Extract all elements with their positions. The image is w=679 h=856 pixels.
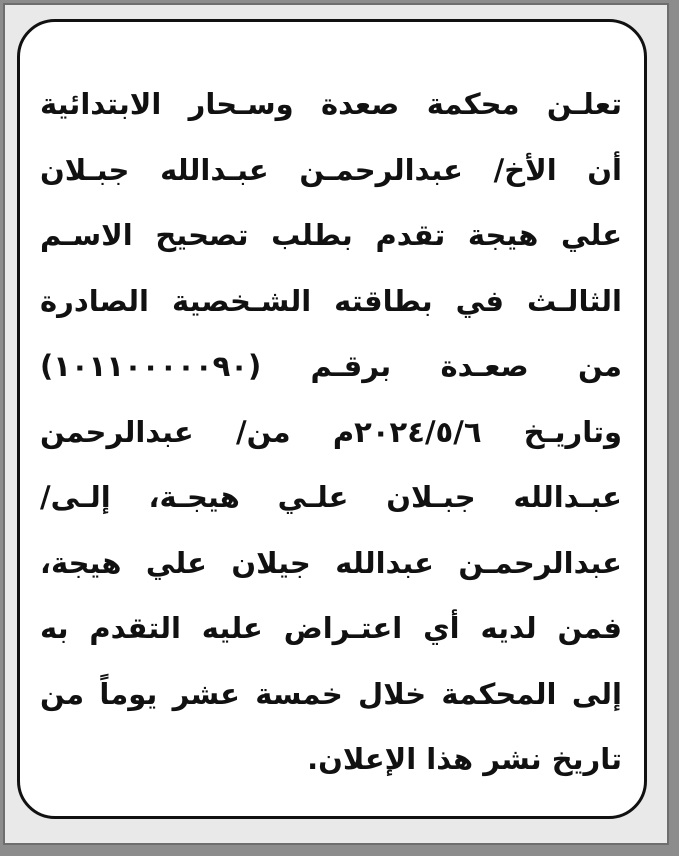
page-frame	[3, 3, 669, 845]
notice-line: عبـدالله جبـلان علـي هيجـة، إلـى/	[40, 480, 622, 514]
notice-line: فمن لديه أي اعتـراض عليه التقدم به	[40, 611, 622, 645]
notice-line: من صعـدة برقـم (١٠١١٠٠٠٠٠٩٠)	[40, 349, 622, 383]
notice-line: تعلـن محكمة صعدة وسـحار الابتدائية	[40, 87, 622, 121]
notice-line: الثالـث في بطاقته الشـخصية الصادرة	[40, 283, 622, 318]
notice-line: إلى المحكمة خلال خمسة عشر يوماً من	[40, 676, 622, 711]
notice-line: تاريخ نشر هذا الإعلان.	[307, 742, 622, 776]
notice-line: أن الأخ/ عبدالرحمـن عبـدالله جبـلان	[40, 152, 622, 187]
notice-box	[17, 19, 647, 819]
notice-line: وتاريـخ ٢٠٢٤/٥/٦م من/ عبدالرحمن	[40, 414, 622, 449]
notice-line: عبدالرحمـن عبدالله جيلان علي هيجة،	[40, 545, 622, 580]
notice-text	[40, 72, 622, 793]
notice-line: علي هيجة تقدم بطلب تصحيح الاسـم	[40, 218, 622, 252]
